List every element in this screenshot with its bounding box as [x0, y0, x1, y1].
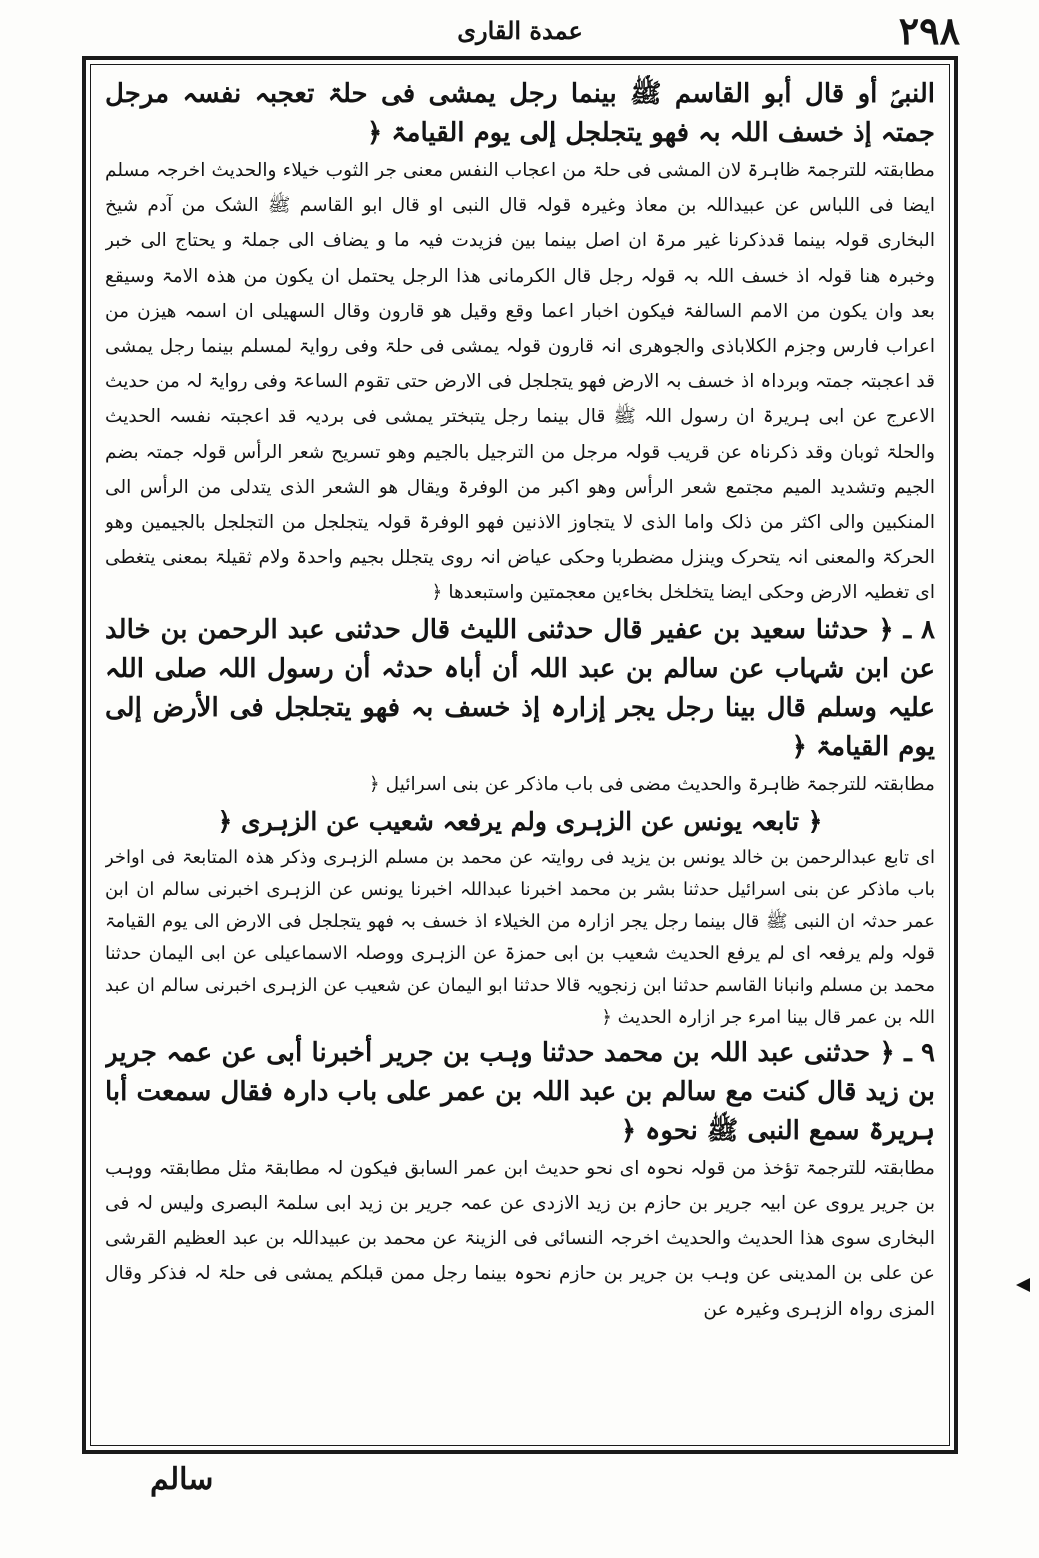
- page-frame: [82, 56, 958, 1454]
- mutabaah-heading: ﴿ تابعہ یونس عن الزہری ولم یرفعہ شعیب عن الزہری ﴿: [217, 806, 823, 836]
- hadith-text-9: ۹ ـ ﴿ حدثنی عبد اللہ بن محمد حدثنا وہب بن جریر أخبرنا أبی عن عمہ جریر بن زید قال کنت مع سالم بن عبد اللہ بن عمر علی باب دارہ فقال سمعت أبا ہریرۃ سمع النبی ﷺ نحوہ ﴿: [105, 1037, 935, 1146]
- margin-arrow-mark: [1016, 1278, 1030, 1292]
- hadith-text-8: ۸ ـ ﴿ حدثنا سعید بن عفیر قال حدثنی اللیث قال حدثنی عبد الرحمن بن خالد عن ابن شہاب عن سالم بن عبد اللہ أن أباہ حدثہ أن رسول اللہ صلی اللہ علیہ وسلم قال بینا رجل یجر إزارہ إذ خسف بہ فھو یتجلجل فی الأرض إلی یوم القیامۃ ﴿: [105, 614, 935, 762]
- hadith-text-continued: النبیؐ أو قال أبو القاسم ﷺ بینما رجل یمشی فی حلۃ تعجبہ نفسہ مرجل جمتہ إذ خسف اللہ بہ فھو یتجلجل إلی یوم القیامۃ ﴿: [105, 79, 935, 148]
- running-title: عمدة القاری: [457, 16, 583, 45]
- commentary-chain-paragraph: ای تابع عبدالرحمن بن خالد یونس بن یزید فی روایتہ عن محمد بن مسلم الزہری وذکر ھذہ المتابعۃ فی اواخر باب ماذکر عن بنی اسرائیل حدثنا بشر بن محمد اخبرنا عبداللہ اخبرنا یونس عن الزہری اخبرنی سالم ان ابن عمر حدثہ ان النبی ﷺ قال بینما رجل یجر ازارہ من الخیلاء اذ خسف بہ فھو یتجلجل فی الارض الی یوم القیامۃ قولہ ولم یرفعہ ای لم یرفع الحدیث شعیب بن ابی حمزۃ عن الزہری ووصلہ الاسماعیلی عن ابی الیمان حدثنا محمد بن مسلم وانبانا القاسم حدثنا ابن زنجویہ قالا حدثنا ابو الیمان عن شعیب عن الزہری اخبرنی سالم ان عبد اللہ بن عمر قال بینا امرء جر ازارہ الحدیث ﴿: [105, 846, 935, 1028]
- page-header: [80, 8, 960, 54]
- catchword: سالم: [150, 1462, 214, 1497]
- commentary-line: مطابقتہ للترجمۃ ظاہرۃ والحدیث مضی فی باب ماذکر عن بنی اسرائیل ﴿: [368, 773, 935, 795]
- page-number: ۲۹۸: [898, 8, 960, 53]
- text-body: [105, 75, 935, 1435]
- page-frame-inner-rule: [90, 64, 950, 1446]
- commentary-paragraph-final: مطابقتہ للترجمۃ تؤخذ من قولہ نحوہ ای نحو حدیث ابن عمر السابق فیکون لہ مطابقۃ مثل مطابقتہ ووہب بن جریر یروی عن ابیہ جریر بن حازم بن زید الازدی عن عمہ جریر بن زید ابی سلمۃ البصری ولیس لہ فی البخاری سوی ھذا الحدیث والحدیث اخرجہ النسائی فی الزینۃ عن محمد بن عبیداللہ بن عبد العظیم القرشی عن علی بن المدینی عن وہب بن جریر بن حازم نحوہ بینما رجل ممن قبلکم یمشی فی حلۃ لہ فذکر وقال المزی رواہ الزہری وغیرہ عن: [105, 1157, 935, 1320]
- commentary-paragraph: مطابقتہ للترجمۃ ظاہرۃ لان المشی فی حلۃ من اعجاب النفس معنی جر الثوب خیلاء والحدیث اخرجہ مسلم ایضا فی اللباس عن عبیداللہ بن معاذ وغیرہ قولہ قال النبی او قال ابو القاسم ﷺ الشک من آدم شیخ البخاری قولہ بینما قدذکرنا غیر مرۃ ان اصل بینما بین فزیدت فیہ ما و یضاف الی جملۃ و یحتاج الی خبر وخبرہ ھنا قولہ اذ خسف اللہ بہ قولہ رجل قال الکرمانی ھذا الرجل یحتمل ان یکون من ھذہ الامۃ وسیقع بعد وان یکون من الامم السالفۃ فیکون اخبار اعما وقع وقیل ھو قارون وقال السھیلی ان اسمہ ھیزن من اعراب فارس وجزم الکلاباذی والجوھری انہ قارون قولہ یمشی فی حلۃ وفی روایۃ لمسلم بینما رجل یمشی قد اعجبتہ جمتہ وبرداہ اذ خسف بہ الارض فھو یتجلجل فی الارض حتی تقوم الساعۃ وفی روایۃ لہ من حدیث الاعرج عن ابی ہریرۃ ان رسول اللہ ﷺ قال بینما رجل یتبختر یمشی فی بردیہ قد اعجبتہ نفسہ الحدیث والحلۃ ثوبان وقد ذکرناہ عن قریب قولہ مرجل من الترجیل بالجیم وھو تسریح شعر الرأس قولہ جمتہ بضم الجیم وتشدید المیم مجتمع شعر الرأس وھو اکبر من الوفرۃ ویقال ھو الشعر الذی یتدلی من الرأس الی المنکبین والی اکثر من ذلک واما الذی لا یتجاوز الاذنین فھو الوفرۃ قولہ یتجلجل من التجلجل بالجیمین وھو الحرکۃ والمعنی انہ یتحرک وینزل مضطربا وحکی عیاض انہ روی یتجلل بجیم واحدۃ ولام ثقیلۃ بمعنی یتغطی ای تغطیہ الارض وحکی ایضا یتخلخل بخاءین معجمتین واستبعدھا ﴿: [105, 160, 935, 604]
